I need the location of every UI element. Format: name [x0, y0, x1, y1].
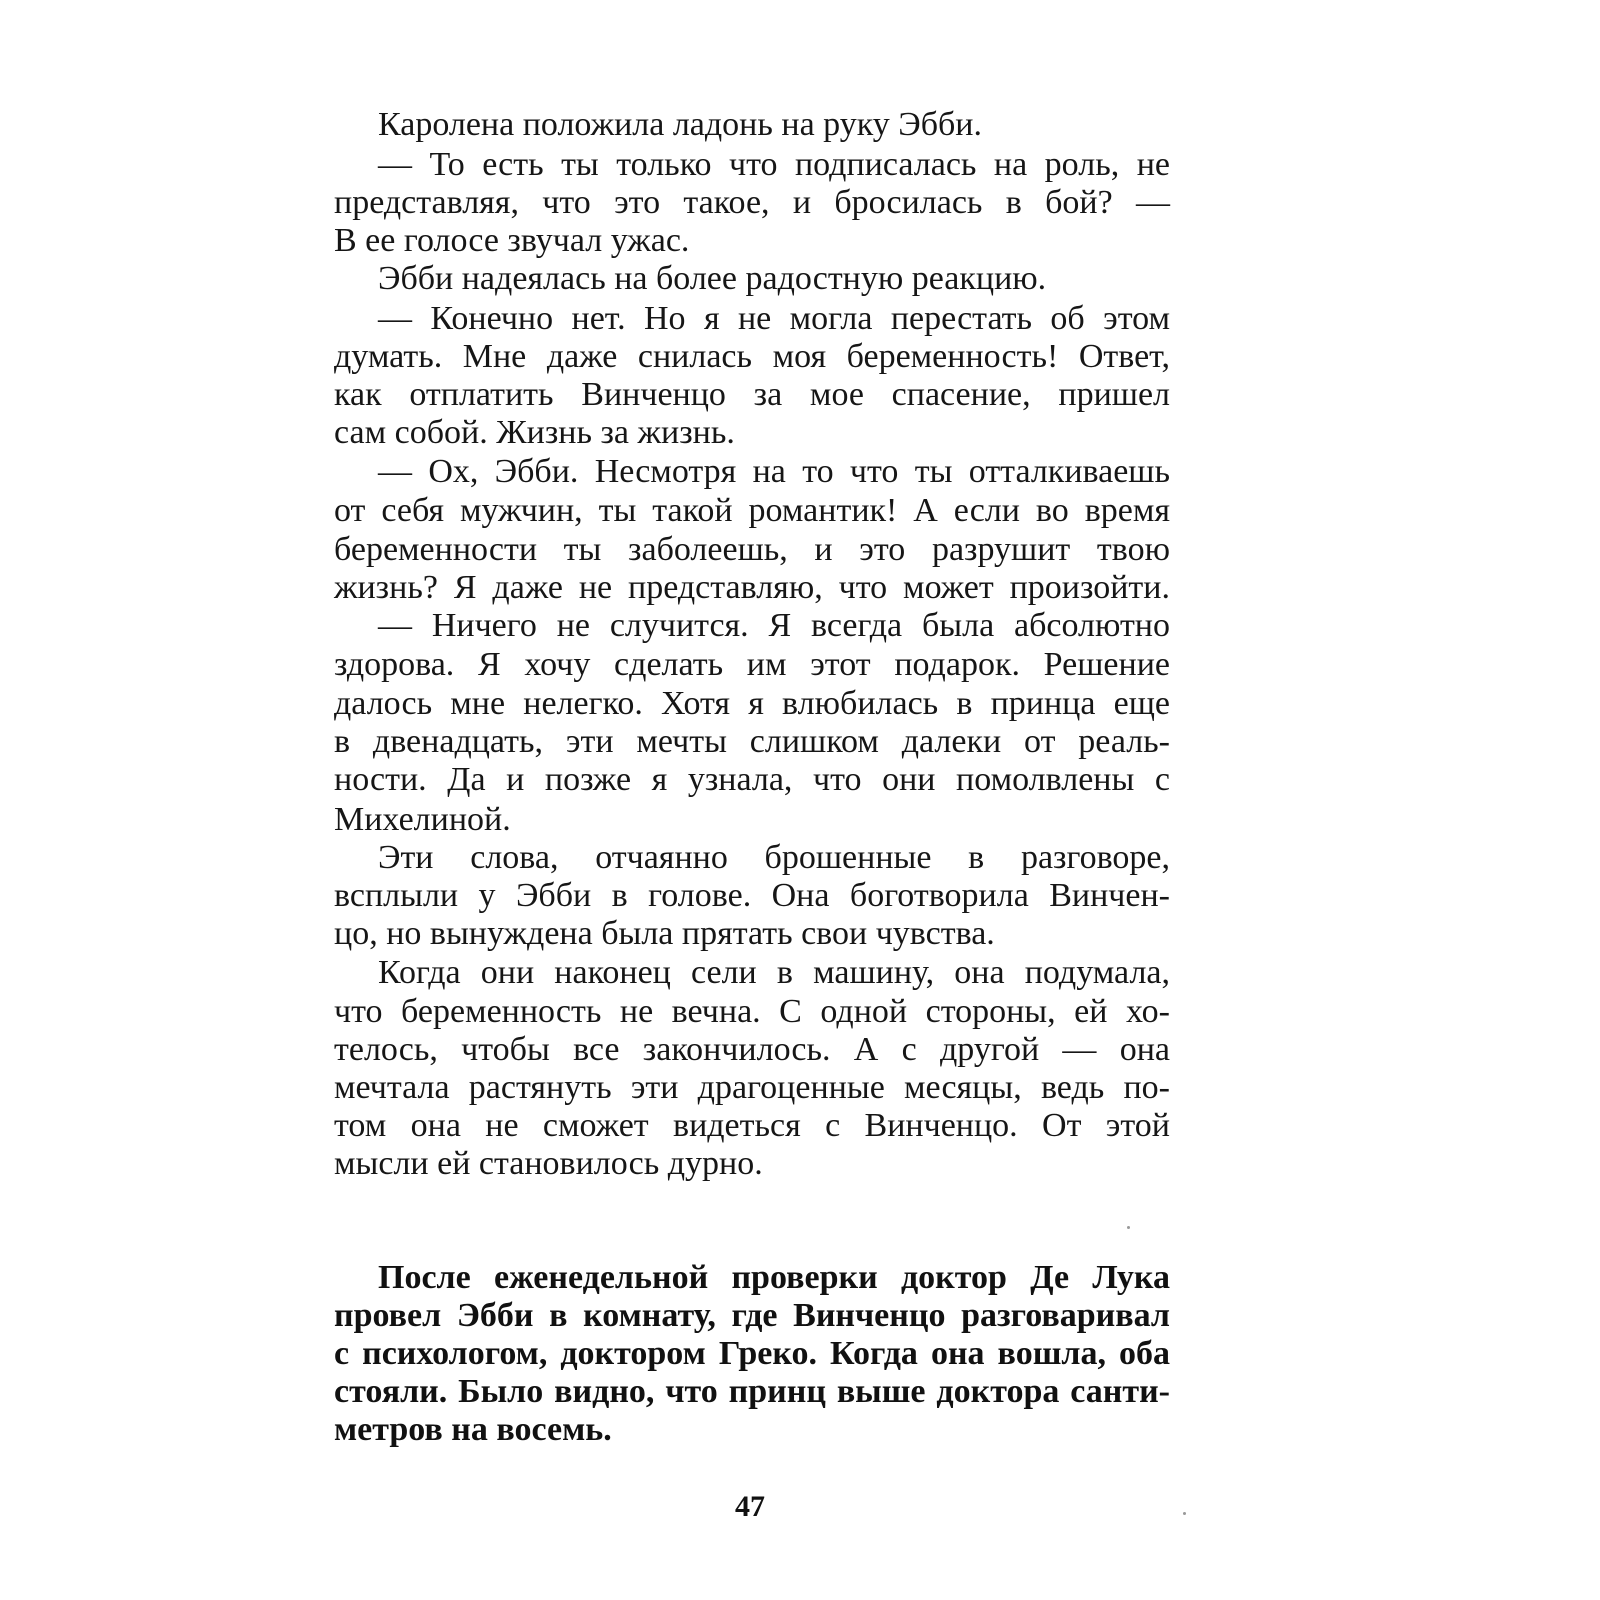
text-line: с психологом, доктором Греко. Когда она вошла, оба: [334, 1335, 1170, 1372]
text-line: стояли. Было видно, что принц выше доктора санти-: [334, 1373, 1170, 1410]
text-line: — Ничего не случится. Я всегда была абсолютно: [378, 607, 1170, 644]
scan-speck: [1183, 1512, 1186, 1515]
text-line: — Конечно нет. Но я не могла перестать об этом: [378, 300, 1170, 337]
page-number: 47: [735, 1490, 765, 1523]
text-line: здорова. Я хочу сделать им этот подарок. Решение: [334, 646, 1170, 683]
text-line: ности. Да и позже я узнала, что они помолвлены с: [334, 761, 1170, 798]
text-line: как отплатить Винченцо за мое спасение, пришел: [334, 376, 1170, 413]
text-line: что беременность не вечна. С одной стороны, ей хо-: [334, 993, 1170, 1030]
text-line: Эти слова, отчаянно брошенные в разговоре,: [378, 839, 1170, 876]
text-line: Эбби надеялась на более радостную реакцию.: [378, 260, 1047, 297]
text-line: жизнь? Я даже не представляю, что может произойти.: [334, 569, 1170, 606]
text-line: думать. Мне даже снилась моя беременность! Ответ,: [334, 338, 1170, 375]
text-line: После еженедельной проверки доктор Де Лука: [378, 1259, 1170, 1296]
text-line: от себя мужчин, ты такой романтик! А если во время: [334, 492, 1170, 529]
text-line: том она не сможет видеться с Винченцо. От этой: [334, 1107, 1170, 1144]
scan-speck: [1127, 1226, 1130, 1229]
text-line: сам собой. Жизнь за жизнь.: [334, 414, 735, 451]
text-line: — Ох, Эбби. Несмотря на то что ты отталкиваешь: [378, 453, 1170, 490]
text-line: В ее голосе звучал ужас.: [334, 222, 690, 259]
text-line: метров на восемь.: [334, 1411, 612, 1448]
text-line: представляя, что это такое, и бросилась в бой? —: [334, 184, 1170, 221]
text-line: беременности ты заболеешь, и это разрушит твою: [334, 531, 1170, 568]
text-line: — То есть ты только что подписалась на роль, не: [378, 146, 1170, 183]
text-line: в двенадцать, эти мечты слишком далеки от реаль-: [334, 723, 1170, 760]
text-line: цо, но вынуждена была прятать свои чувства.: [334, 915, 995, 952]
text-line: Михелиной.: [334, 801, 511, 838]
text-line: Каролена положила ладонь на руку Эбби.: [378, 106, 982, 143]
text-line: мысли ей становилось дурно.: [334, 1145, 763, 1182]
text-line: мечтала растянуть эти драгоценные месяцы, ведь по-: [334, 1069, 1170, 1106]
text-line: провел Эбби в комнату, где Винченцо разговаривал: [334, 1297, 1170, 1334]
text-line: телось, чтобы все закончилось. А с другой — она: [334, 1031, 1170, 1068]
text-line: Когда они наконец сели в машину, она подумала,: [378, 954, 1170, 991]
text-line: всплыли у Эбби в голове. Она боготворила Винчен-: [334, 877, 1170, 914]
text-line: далось мне нелегко. Хотя я влюбилась в принца еще: [334, 685, 1170, 722]
